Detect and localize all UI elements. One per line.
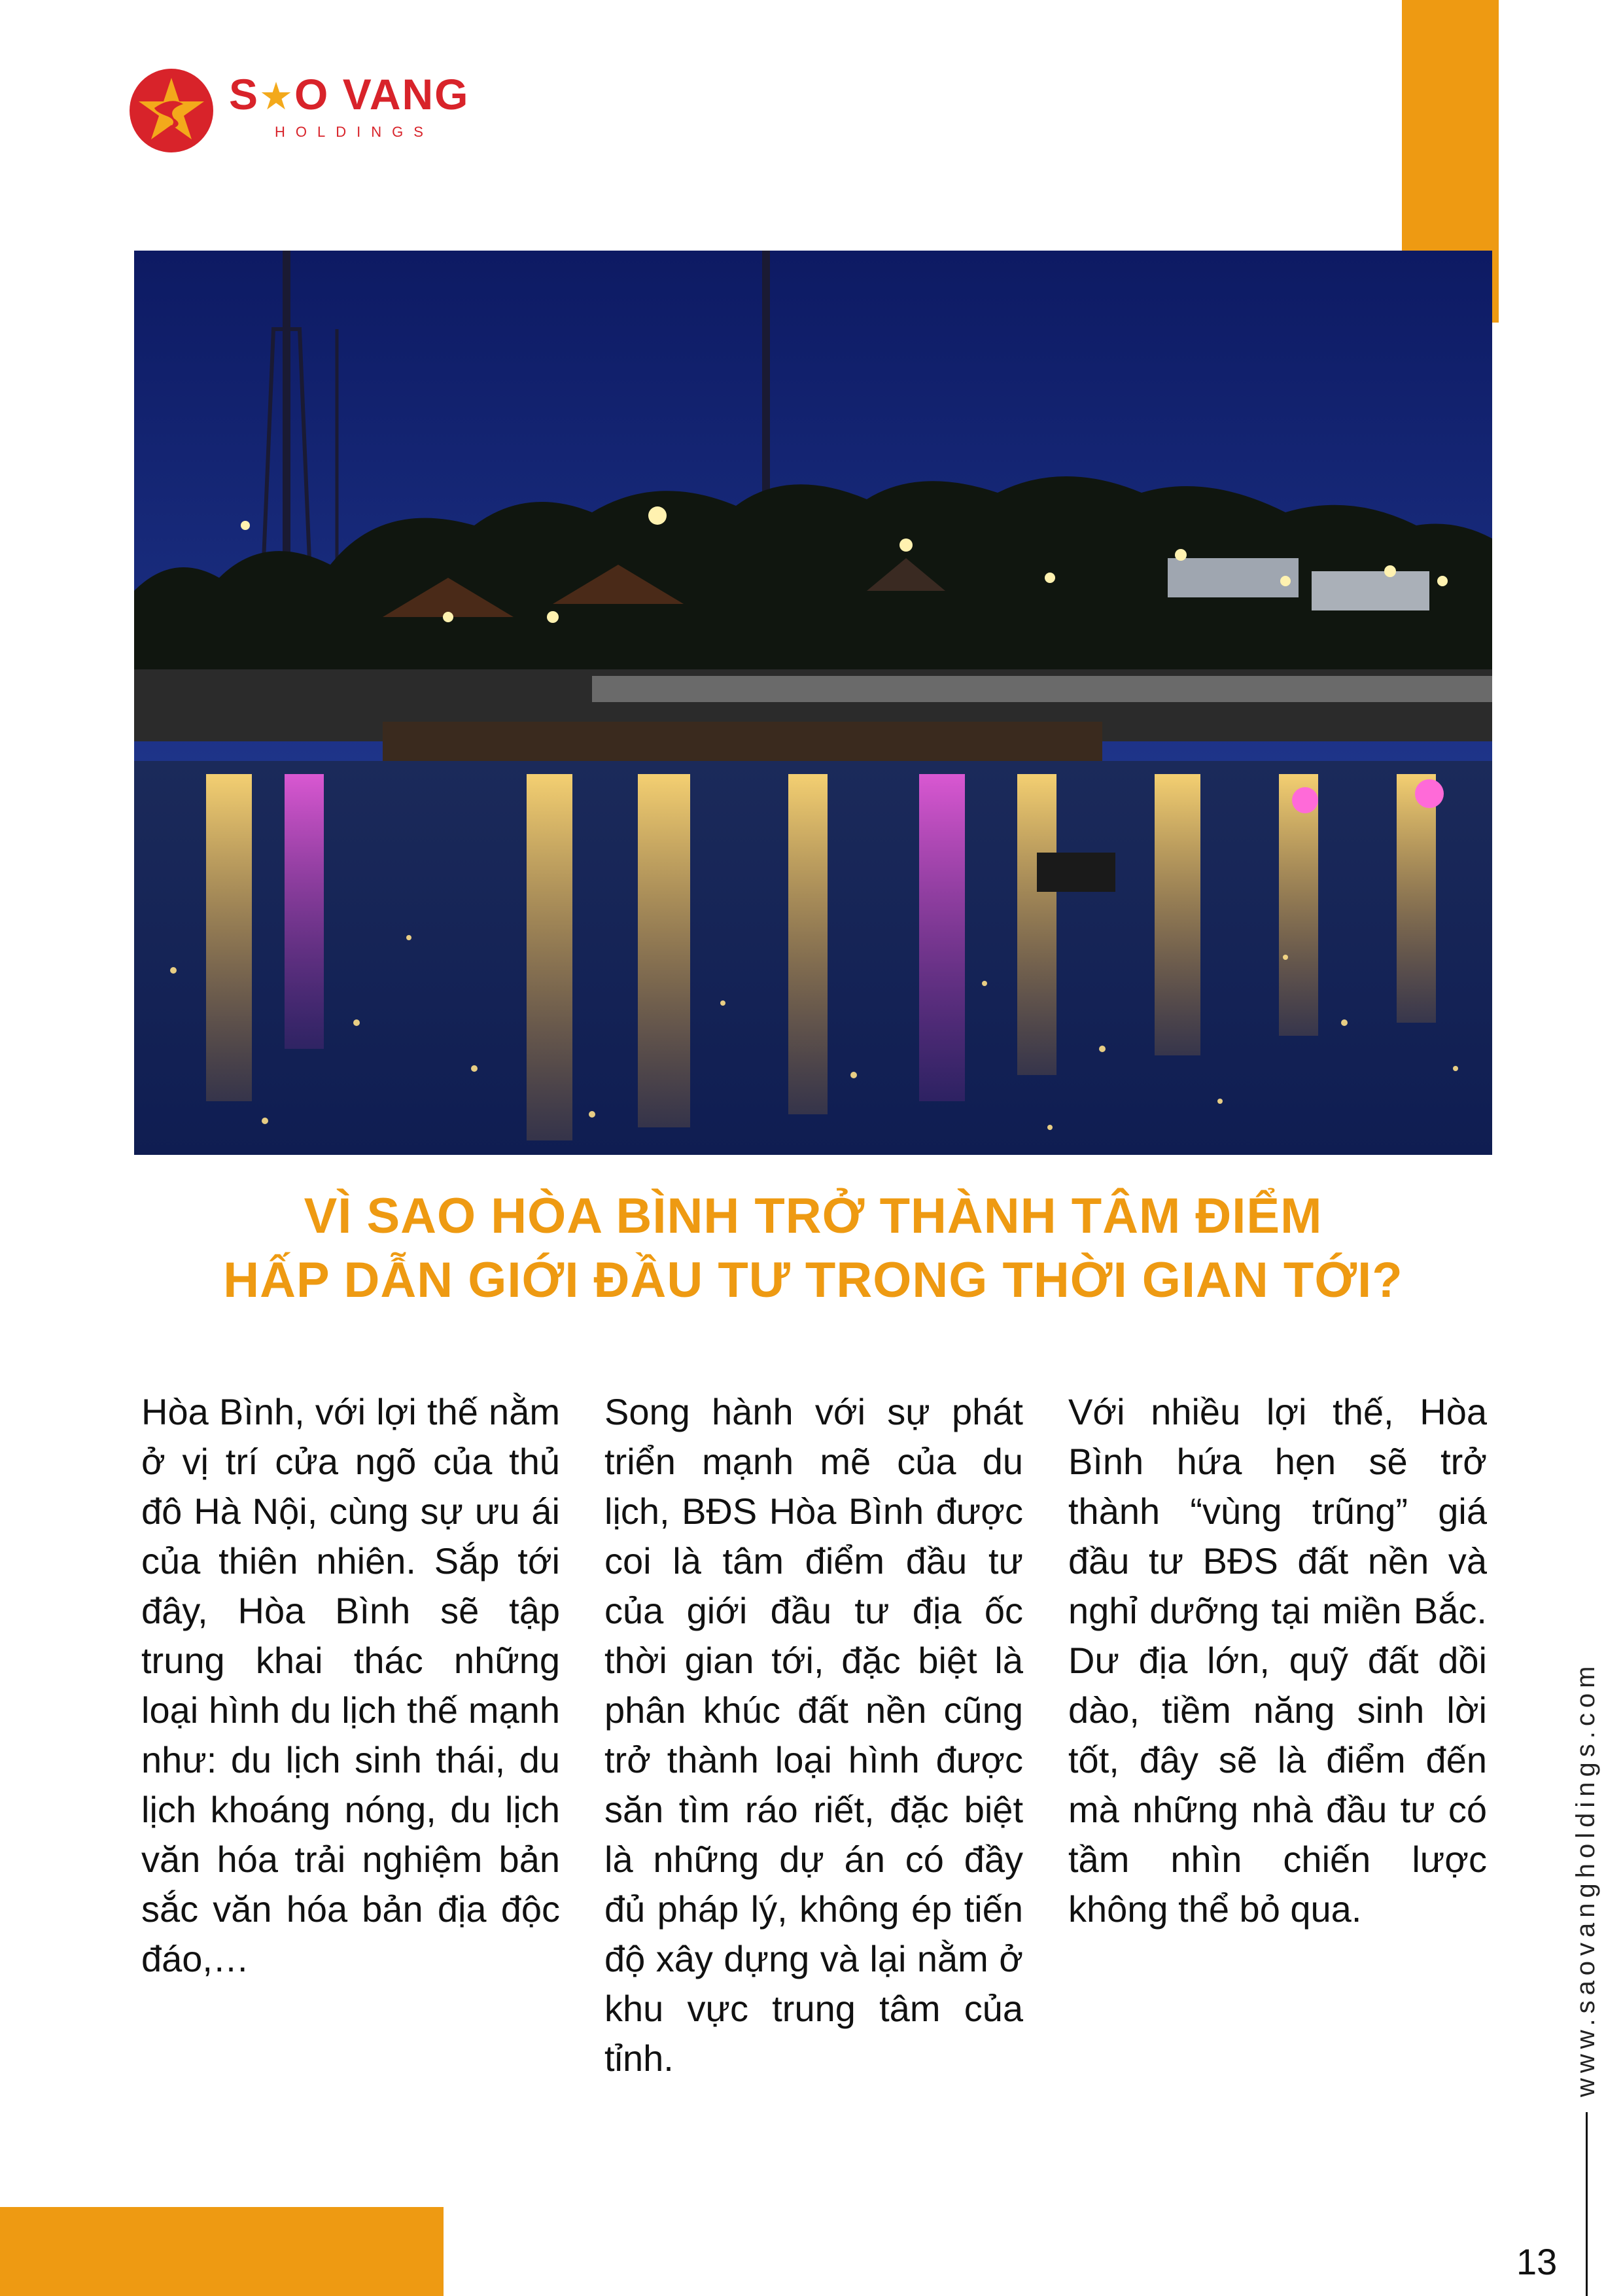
article-column-1: Hòa Bình, với lợi thế nằm ở vị trí cửa ngõ của thủ đô Hà Nội, cùng sự ưu ái của thiên nhiên. Sắp tới đây, Hòa Bình sẽ tập trung khai thác những loại hình du lịch thế mạnh như: du lịch sinh thái, du lịch khoáng nóng, du lịch văn hóa trải nghiệm bản sắc văn hóa bản địa độc đáo,… — [141, 1391, 560, 1979]
page-number: 13 — [1516, 2241, 1558, 2282]
website-url[interactable]: www.saovangholdings.com — [1571, 1661, 1600, 2097]
night-river-lantern-festival-image — [134, 251, 1492, 1155]
article-column-2: Song hành với sự phát triển mạnh mẽ của du lịch, BĐS Hòa Bình được coi là tâm điểm đầu tư của giới đầu tư địa ốc thời gian tới, đặc biệt là phân khúc đất nền cũng trở thành loại hình được săn tìm ráo riết, đặc biệt là những dự án có đầy đủ pháp lý, không ép tiến độ xây dựng và lại nằm ở khu vực trung tâm của tỉnh. — [604, 1391, 1023, 2079]
company-logo[interactable] — [128, 67, 468, 154]
article-title-line-1: VÌ SAO HÒA BÌNH TRỞ THÀNH TÂM ĐIỂM — [304, 1188, 1323, 1244]
side-divider — [1586, 2112, 1588, 2296]
article-title — [134, 1184, 1492, 1313]
article-title-line-2: HẤP DẪN GIỚI ĐẦU TƯ TRONG THỜI GIAN TỚI? — [223, 1252, 1403, 1308]
article-column-3: Với nhiều lợi thế, Hòa Bình hứa hẹn sẽ trở thành “vùng trũng” giá đầu tư BĐS đất nền và nghỉ dưỡng tại miền Bắc. Dư địa lớn, quỹ đất dồi dào, tiềm năng sinh lời tốt, đây sẽ là điểm đến mà những nhà đầu tư có tầm nhìn chiến lược không thể bỏ qua. — [1068, 1391, 1487, 1930]
logo-wordmark: S★O VANG — [229, 70, 470, 118]
orange-footer-bar — [0, 2207, 444, 2296]
star-emblem-icon — [128, 67, 215, 154]
logo-subtitle: HOLDINGS — [275, 124, 434, 140]
